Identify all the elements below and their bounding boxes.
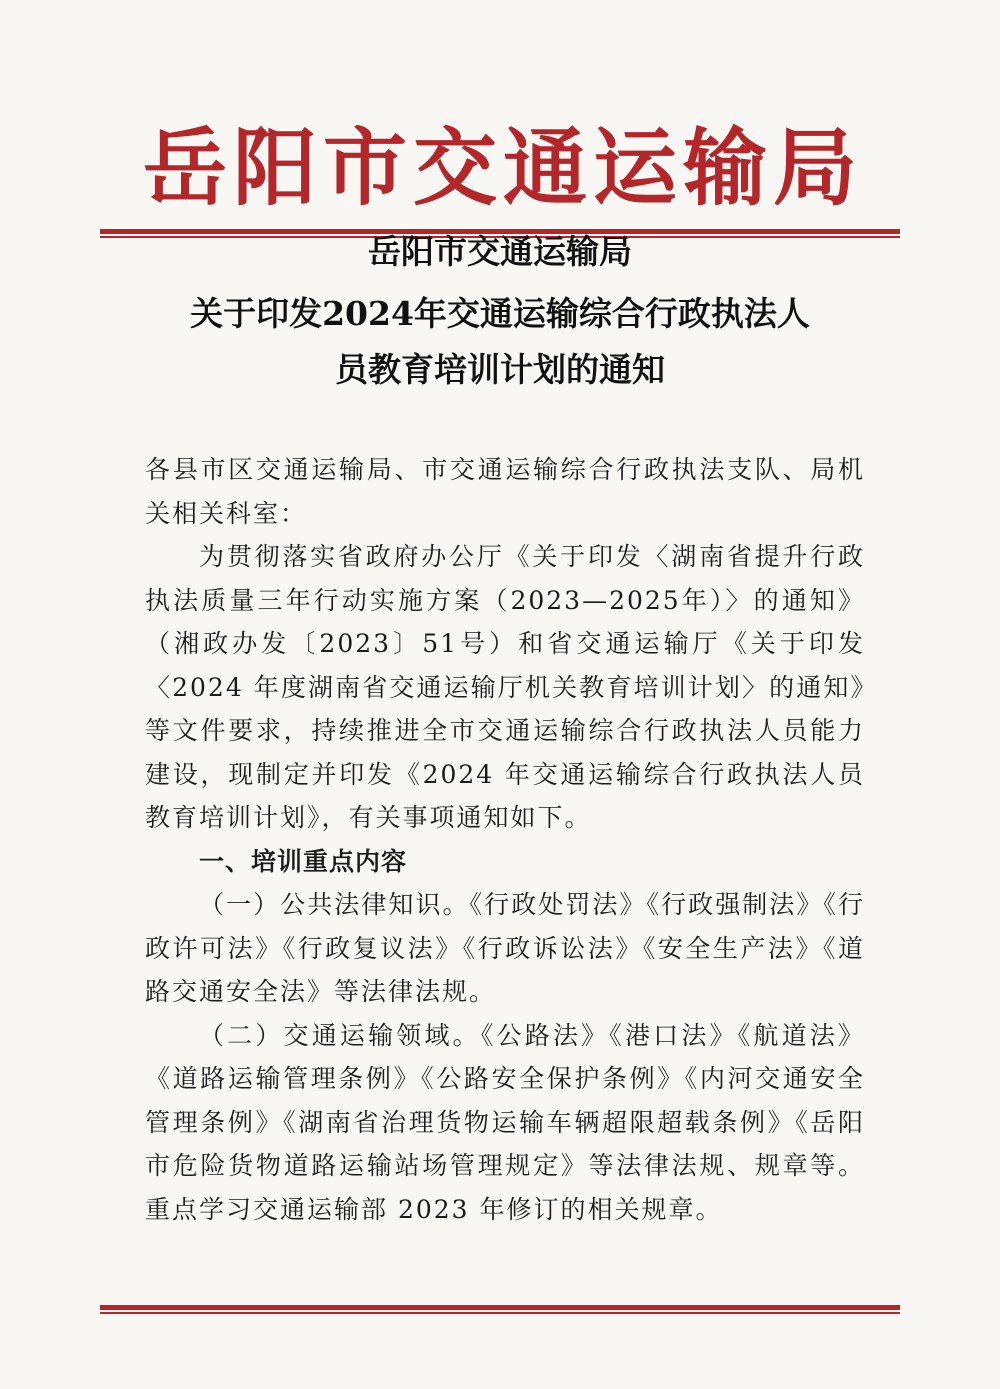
masthead-char: 输: [682, 118, 767, 217]
masthead-char: 局: [772, 118, 857, 217]
salutation: 各县市区交通运输局、市交通运输综合行政执法支队、局机关相关科室：: [145, 455, 865, 528]
masthead-agency-name: [140, 118, 860, 218]
red-divider-bottom: [100, 1305, 900, 1314]
red-divider-thick-line: [100, 1305, 900, 1310]
section-heading: 一、培训重点内容: [199, 846, 408, 876]
masthead-char: 岳: [142, 118, 227, 217]
masthead-char: 运: [592, 118, 677, 217]
paragraph-item-2: （二）交通运输领域。《公路法》《港口法》《航道法》《道路运输管理条例》《公路安全保护条例》《内河交通安全管理条例》《湖南省治理货物运输车辆超限超载条例》《岳阳市危险货物道路运输站场管理规定》等法律法规、规章等。重点学习交通运输部 2023 年修订的相关规章。: [145, 1020, 865, 1224]
document-body: [145, 448, 865, 1231]
paragraph-item-1: （一）公共法律知识。《行政处罚法》《行政强制法》《行政许可法》《行政复议法》《行政诉讼法》《安全生产法》《道路交通安全法》等法律法规。: [145, 890, 865, 1006]
paragraph-intro: 为贯彻落实省政府办公厅《关于印发〈湖南省提升行政执法质量三年行动实施方案（2023—2025年）〉的通知》（湘政办发〔2023〕51号）和省交通运输厅《关于印发〈2024 年度湖南省交通运输厅机关教育培训计划〉的通知》等文件要求，持续推进全市交通运输综合行政执法人员能力建设，现制定并印发《2024 年交通运输综合行政执法人员教育培训计划》，有关事项通知如下。: [145, 542, 865, 832]
red-divider-thin-line: [100, 1312, 900, 1314]
document-title-line-3: 员教育培训计划的通知: [335, 350, 665, 389]
document-title-line-2: 关于印发2024年交通运输综合行政执法人: [190, 294, 810, 333]
masthead-char: 通: [502, 118, 587, 217]
document-title-line-1: 岳阳市交通运输局: [368, 232, 632, 271]
masthead-char: 阳: [232, 118, 317, 217]
masthead-char: 市: [322, 118, 407, 217]
masthead-char: 交: [412, 118, 497, 217]
